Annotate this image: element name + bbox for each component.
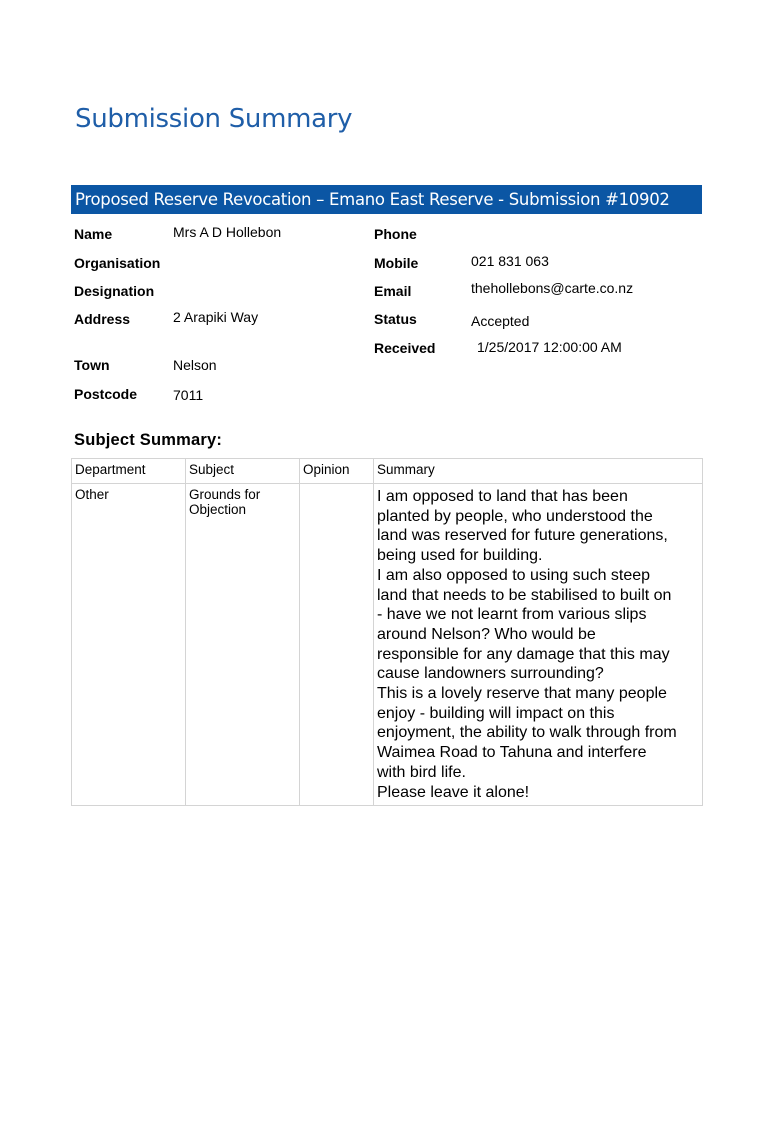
summary-line: enjoy - building will impact on this <box>377 704 615 722</box>
status-label: Status <box>374 311 417 327</box>
subject-cell <box>186 484 300 806</box>
subject-summary-table <box>71 458 703 806</box>
summary-line: with bird life. <box>377 763 466 781</box>
summary-line: Please leave it alone! <box>377 783 530 801</box>
subject-summary-heading: Subject Summary: <box>74 431 223 449</box>
name-label: Name <box>74 226 113 242</box>
table-row <box>72 484 703 806</box>
summary-cell <box>374 484 703 806</box>
department-cell: Other <box>72 484 186 806</box>
mobile-value: 021 831 063 <box>471 253 549 269</box>
designation-label: Designation <box>74 283 155 299</box>
address-value: 2 Arapiki Way <box>173 309 259 325</box>
opinion-cell <box>300 484 374 806</box>
column-header-opinion: Opinion <box>300 459 374 484</box>
subject-line: Grounds for <box>189 487 261 502</box>
summary-line: - have we not learnt from various slips <box>377 606 647 624</box>
summary-line: enjoyment, the ability to walk through from <box>377 724 677 742</box>
column-header-subject: Subject <box>186 459 300 484</box>
postcode-label: Postcode <box>74 386 138 402</box>
summary-line: Waimea Road to Tahuna and interfere <box>377 744 647 762</box>
table-header-row <box>72 459 703 484</box>
received-label: Received <box>374 340 436 356</box>
subject-line: Objection <box>189 502 247 517</box>
summary-line: land was reserved for future generations, <box>377 527 668 545</box>
summary-line: This is a lovely reserve that many people <box>377 685 667 703</box>
summary-line: around Nelson? Who would be <box>377 625 596 643</box>
phone-label: Phone <box>374 226 417 242</box>
town-label: Town <box>74 357 110 373</box>
organisation-label: Organisation <box>74 255 161 271</box>
summary-line: responsible for any damage that this may <box>377 645 670 663</box>
summary-line: being used for building. <box>377 547 543 565</box>
summary-line: planted by people, who understood the <box>377 507 653 525</box>
email-value: thehollebons@carte.co.nz <box>471 280 634 296</box>
status-value: Accepted <box>471 313 530 329</box>
town-value: Nelson <box>173 357 217 373</box>
name-value: Mrs A D Hollebon <box>173 224 282 240</box>
mobile-label: Mobile <box>374 255 419 271</box>
page-title: Submission Summary <box>75 104 353 134</box>
address-label: Address <box>74 311 131 327</box>
column-header-summary: Summary <box>374 459 703 484</box>
column-header-department: Department <box>72 459 186 484</box>
summary-line: I am also opposed to using such steep <box>377 566 651 584</box>
summary-line: cause landowners surrounding? <box>377 665 604 683</box>
email-label: Email <box>374 283 412 299</box>
postcode-value: 7011 <box>173 387 204 403</box>
received-value: 1/25/2017 12:00:00 AM <box>477 339 622 355</box>
summary-line: land that needs to be stabilised to built on <box>377 586 672 604</box>
summary-line: I am opposed to land that has been <box>377 488 628 505</box>
submission-banner: Proposed Reserve Revocation – Emano East Reserve - Submission #10902 <box>71 185 702 214</box>
